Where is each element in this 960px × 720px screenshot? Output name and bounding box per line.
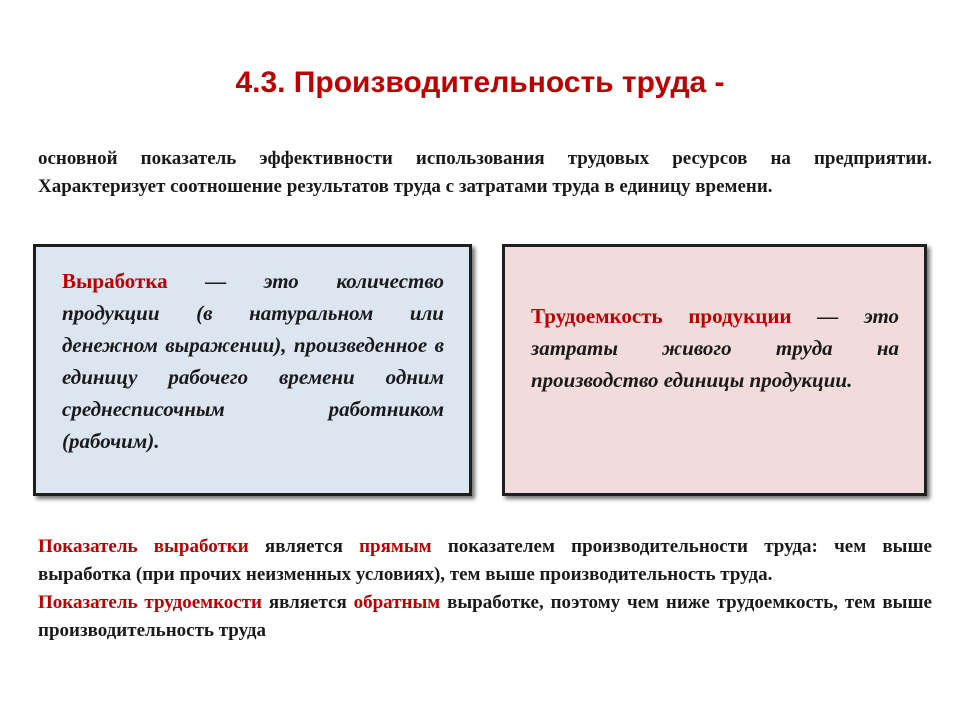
labor-intensity-definition-box: [502, 244, 927, 496]
inverse-keyword: обратным: [353, 592, 441, 613]
labor-intensity-conclusion-text-a: является: [261, 592, 354, 613]
conclusion-block: [38, 533, 932, 645]
labor-intensity-conclusion: [38, 589, 932, 645]
output-conclusion-text-a: является: [248, 536, 360, 557]
direct-keyword: прямым: [359, 536, 432, 557]
output-indicator-label: Показатель выработки: [38, 536, 249, 557]
output-conclusion-text-b: показателем производительности труда: чем выше выработка (при прочих неизменных условиях), тем выше производительность труда.: [38, 536, 932, 585]
labor-intensity-indicator-label: Показатель трудоемкости: [38, 592, 262, 613]
labor-intensity-term: Трудоемкость продукции: [531, 304, 792, 328]
output-conclusion: [38, 533, 932, 589]
intro-paragraph: основной показатель эффективности использования трудовых ресурсов на предприятии. Характеризует соотношение результатов труда с затратами труда в единицу времени.: [38, 148, 932, 197]
output-definition-text: — это количество продукции (в натуральном или денежном выражении), произведенное в единицу рабочего времени одним среднесписочным работником (рабочим).: [62, 269, 444, 453]
labor-intensity-definition-text: — это затраты живого труда на производство единицы продукции.: [531, 304, 899, 392]
labor-intensity-conclusion-text-b: выработке, поэтому чем ниже трудоемкость, тем выше производительность труда: [38, 592, 932, 641]
slide-title: 4.3. Производительность труда -: [235, 66, 725, 99]
output-definition-box: [33, 244, 472, 496]
output-term: Выработка: [62, 269, 168, 293]
